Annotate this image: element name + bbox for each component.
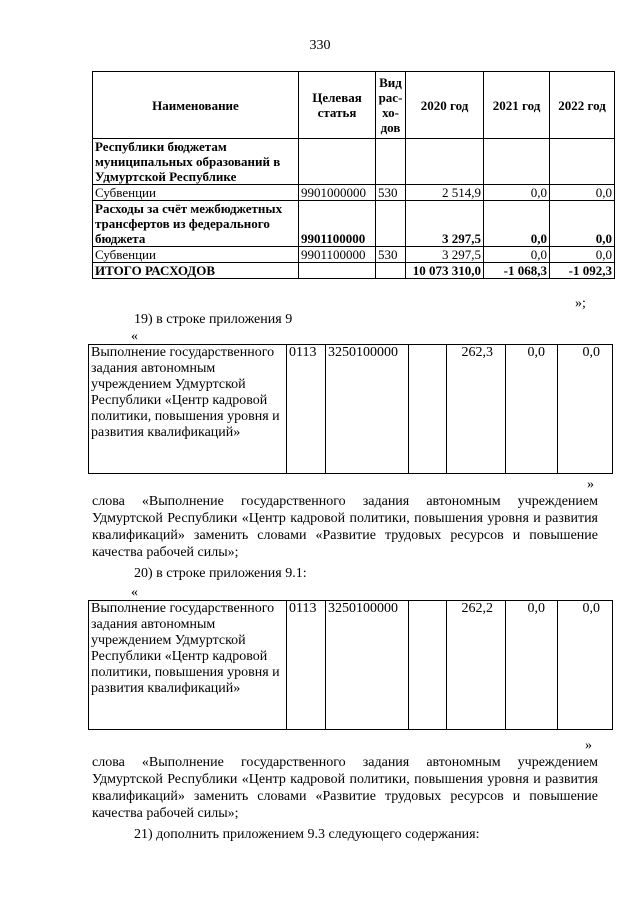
- row-2022: 0,0: [550, 201, 615, 247]
- row-2022: 0,0: [550, 247, 615, 263]
- row-expense-type: [376, 263, 406, 279]
- table-row: [93, 139, 615, 185]
- row-2020: [406, 139, 484, 185]
- header-2022: 2022 год: [550, 72, 615, 139]
- row-name: Расходы за счёт межбюджетных трансфертов из федерального бюджета: [93, 201, 299, 247]
- row-2021: -1 068,3: [484, 263, 550, 279]
- row-expense-type: 530: [376, 185, 406, 201]
- appendix-9-1-type: [409, 601, 447, 730]
- row-2020: 10 073 310,0: [406, 263, 484, 279]
- page-number: 330: [309, 38, 331, 53]
- row-2020: 2 514,9: [406, 185, 484, 201]
- close-quote-1: »;: [575, 296, 586, 311]
- row-name: ИТОГО РАСХОДОВ: [93, 263, 299, 279]
- row-2022: 0,0: [550, 185, 615, 201]
- appendix-9-table: [88, 344, 613, 474]
- header-2021: 2021 год: [484, 72, 550, 139]
- header-expense-type: Вид рас-хо-дов: [376, 72, 406, 139]
- row-target-article: [299, 263, 376, 279]
- row-name: Республики бюджетам муниципальных образований в Удмуртской Республике: [93, 139, 299, 185]
- appendix-9-section: 0113: [287, 345, 326, 474]
- row-2022: -1 092,3: [550, 263, 615, 279]
- row-2021: 0,0: [484, 247, 550, 263]
- row-2020: 3 297,5: [406, 201, 484, 247]
- budget-header-row: [93, 72, 615, 139]
- appendix-9-type: [409, 345, 447, 474]
- row-name: Субвенции: [93, 185, 299, 201]
- appendix-9-1-2021: 0,0: [506, 601, 558, 730]
- row-2022: [550, 139, 615, 185]
- row-target-article: 9901100000: [299, 247, 376, 263]
- row-target-article: [299, 139, 376, 185]
- table-row: [89, 345, 613, 474]
- item-21: 21) дополнить приложением 9.3 следующего содержания:: [134, 827, 480, 842]
- row-2021: [484, 139, 550, 185]
- table-row: [89, 601, 613, 730]
- appendix-9-1-code: 3250100000: [326, 601, 409, 730]
- row-name: Субвенции: [93, 247, 299, 263]
- appendix-9-code: 3250100000: [326, 345, 409, 474]
- table-row: [93, 247, 615, 263]
- replace-text-20: слова «Выполнение государственного задания автономным учреждением Удмуртской Республики «Центр кадровой политики, повышения уровня и развития квалификаций» заменить словами «Развитие трудовых ресурсов и повышение качества рабочей силы»;: [92, 755, 598, 821]
- appendix-9-1-table: [88, 600, 613, 730]
- row-target-article: 9901000000: [299, 185, 376, 201]
- table-row: [93, 185, 615, 201]
- row-expense-type: 530: [376, 247, 406, 263]
- appendix-9-1-name: Выполнение государственного задания автономным учреждением Удмуртской Республики «Центр кадровой политики, повышения уровня и развития квалификаций»: [89, 601, 287, 730]
- appendix-9-2022: 0,0: [558, 345, 613, 474]
- replace-text-19: слова «Выполнение государственного задания автономным учреждением Удмуртской Республики «Центр кадровой политики, повышения уровня и развития квалификаций» заменить словами «Развитие трудовых ресурсов и повышение качества рабочей силы»;: [92, 494, 598, 560]
- row-expense-type: [376, 139, 406, 185]
- open-quote-19: «: [131, 329, 138, 344]
- close-quote-19: »: [587, 477, 594, 492]
- header-name: Наименование: [93, 72, 299, 139]
- table-row: [93, 201, 615, 247]
- close-quote-20: »: [585, 738, 592, 753]
- row-2021: 0,0: [484, 201, 550, 247]
- item-20: 20) в строке приложения 9.1:: [134, 566, 307, 581]
- budget-body: [93, 139, 615, 279]
- row-2020: 3 297,5: [406, 247, 484, 263]
- budget-table: [92, 71, 615, 279]
- header-2020: 2020 год: [406, 72, 484, 139]
- appendix-9-2021: 0,0: [506, 345, 558, 474]
- header-target-article: Целевая статья: [299, 72, 376, 139]
- appendix-9-2020: 262,3: [447, 345, 506, 474]
- row-2021: 0,0: [484, 185, 550, 201]
- appendix-9-1-2022: 0,0: [558, 601, 613, 730]
- open-quote-20: «: [131, 585, 138, 600]
- row-expense-type: [376, 201, 406, 247]
- table-row: [93, 263, 615, 279]
- appendix-9-1-section: 0113: [287, 601, 326, 730]
- item-19: 19) в строке приложения 9: [134, 312, 293, 327]
- appendix-9-1-2020: 262,2: [447, 601, 506, 730]
- row-target-article: 9901100000: [299, 201, 376, 247]
- appendix-9-name: Выполнение государственного задания автономным учреждением Удмуртской Республики «Центр кадровой политики, повышения уровня и развития квалификаций»: [89, 345, 287, 474]
